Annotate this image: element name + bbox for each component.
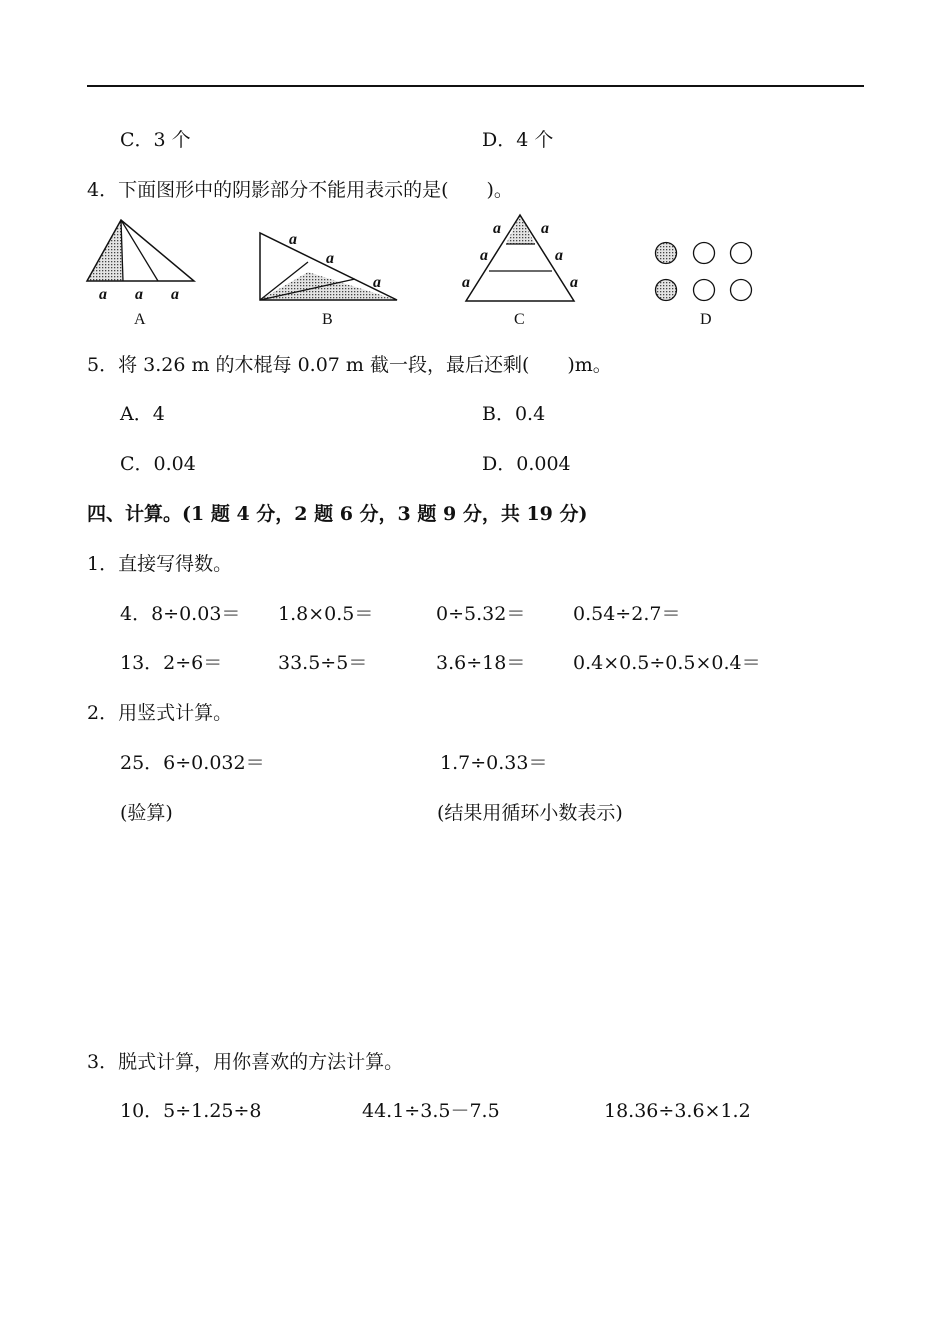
segment-label: a	[555, 247, 563, 264]
mental-calc-item: 1.8×0.5＝	[278, 603, 374, 625]
option-b: B．0.4	[482, 403, 546, 425]
figure-a-triangle	[87, 220, 194, 281]
question-5-stem: 5．将 3.26 m 的木棍每 0.07 m 截一段，最后还剩( )m。	[87, 354, 612, 376]
option-c: C．0.04	[120, 453, 196, 475]
vertical-calc-item: 1.7÷0.33＝	[440, 752, 548, 774]
mental-calc-item: 13．2÷6＝	[120, 652, 223, 674]
option-c-prev: C．3 个	[120, 129, 191, 151]
segment-label: a	[326, 250, 334, 267]
calc-q1-title: 1．直接写得数。	[87, 553, 233, 575]
mental-calc-item: 4．8÷0.03＝	[120, 603, 241, 625]
figure-label-c: C	[514, 311, 525, 328]
stepwise-calc-item: 10．5÷1.25÷8	[120, 1100, 262, 1122]
vertical-calc-note: (验算)	[120, 802, 173, 824]
section-4-heading: 四、计算。(1 题 4 分，2 题 6 分，3 题 9 分，共 19 分)	[87, 503, 588, 525]
segment-label: a	[171, 286, 179, 303]
segment-label: a	[480, 247, 488, 264]
figure-label-b: B	[322, 311, 333, 328]
mental-calc-item: 0.4×0.5÷0.5×0.4＝	[573, 652, 761, 674]
figure-label-d: D	[700, 311, 712, 328]
figure-d-shaded-circle	[656, 243, 677, 264]
figure-label-a: A	[134, 311, 146, 328]
mental-calc-item: 3.6÷18＝	[436, 652, 526, 674]
vertical-calc-item: 25．6÷0.032＝	[120, 752, 265, 774]
option-d-prev: D．4 个	[482, 129, 554, 151]
segment-label: a	[493, 220, 501, 237]
mental-calc-item: 33.5÷5＝	[278, 652, 368, 674]
segment-label: a	[462, 274, 470, 291]
question-4-stem: 4．下面图形中的阴影部分不能用表示的是( )。	[87, 179, 513, 201]
segment-label: a	[289, 231, 297, 248]
segment-label: a	[541, 220, 549, 237]
figure-d-circles	[656, 243, 752, 301]
calc-q2-title: 2．用竖式计算。	[87, 702, 233, 724]
segment-label: a	[373, 274, 381, 291]
vertical-calc-note: (结果用循环小数表示)	[437, 802, 623, 824]
stepwise-calc-item: 44.1÷3.5－7.5	[362, 1100, 500, 1122]
segment-label: a	[135, 286, 143, 303]
calc-q3-title: 3．脱式计算，用你喜欢的方法计算。	[87, 1051, 404, 1073]
segment-label: a	[99, 286, 107, 303]
option-a: A．4	[120, 403, 165, 425]
figure-d-shaded-circle	[656, 280, 677, 301]
segment-label: a	[570, 274, 578, 291]
stepwise-calc-item: 18.36÷3.6×1.2	[604, 1100, 751, 1122]
mental-calc-item: 0÷5.32＝	[436, 603, 526, 625]
option-d: D．0.004	[482, 453, 571, 475]
mental-calc-item: 0.54÷2.7＝	[573, 603, 681, 625]
